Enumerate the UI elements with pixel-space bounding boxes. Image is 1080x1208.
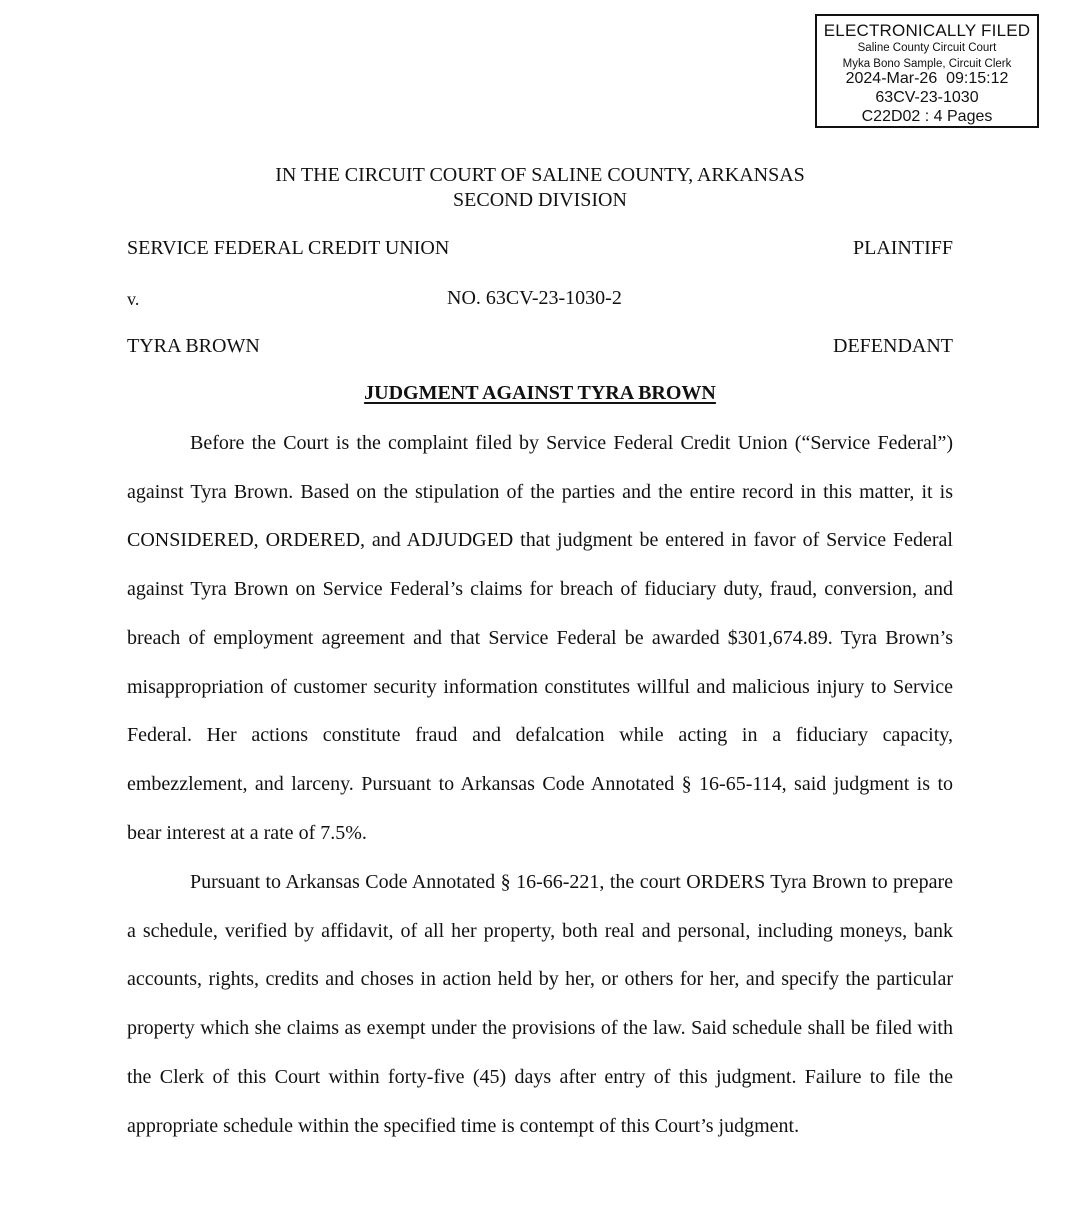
court-division: SECOND DIVISION — [453, 189, 627, 211]
plaintiff-name: SERVICE FEDERAL CREDIT UNION — [127, 237, 450, 259]
case-number: NO. 63CV-23-1030-2 — [447, 287, 622, 309]
stamp-clerk: Myka Bono Sample, Circuit Clerk — [842, 57, 1012, 70]
judgment-paragraph-1: Before the Court is the complaint filed by Service Federal Credit Union (“Service Federal”) against Tyra Brown. Based on the stipulation of the parties and the entire record in this matter, it is CONSIDERED, ORDERED, and ADJUDGED that judgment be entered in favor of Service Federal against Tyra Brown on Service Federal’s claims for breach of fiduciary duty, fraud, conversion, and breach of employment agreement and that Service Federal be awarded $301,674.89. Tyra Brown’s misappropriation of customer security information constitutes willful and malicious injury to Service Federal. Her actions constitute fraud and defalcation while acting in a fiduciary capacity, embezzlement, and larceny. Pursuant to Arkansas Code Annotated § 16-65-114, said judgment is to bear interest at a rate of 7.5%. — [127, 432, 953, 844]
stamp-court: Saline County Circuit Court — [857, 42, 997, 54]
document-title: JUDGMENT AGAINST TYRA BROWN — [364, 382, 716, 404]
defendant-role: DEFENDANT — [833, 335, 953, 357]
court-name: IN THE CIRCUIT COURT OF SALINE COUNTY, ARKANSAS — [275, 164, 805, 186]
court-heading — [0, 163, 1080, 213]
stamp-title: ELECTRONICALLY FILED — [823, 21, 1031, 40]
defendant-name: TYRA BROWN — [127, 335, 260, 357]
electronic-filing-stamp — [815, 14, 1039, 128]
stamp-pages: C22D02 : 4 Pages — [861, 108, 993, 125]
stamp-datetime: 2024-Mar-26 09:15:12 — [845, 70, 1009, 87]
plaintiff-role: PLAINTIFF — [852, 237, 953, 259]
stamp-case-number: 63CV-23-1030 — [875, 89, 979, 106]
judgment-paragraph-2: Pursuant to Arkansas Code Annotated § 16-66-221, the court ORDERS Tyra Brown to prepare a schedule, verified by affidavit, of all her property, both real and personal, including moneys, bank accounts, rights, credits and choses in action held by her, or others for her, and specify the particular property which she claims as exempt under the provisions of the law. Said schedule shall be filed with the Clerk of this Court within forty-five (45) days after entry of this judgment. Failure to file the appropriate schedule within the specified time is contempt of this Court’s judgment. — [127, 871, 953, 1137]
versus-label: v. — [127, 289, 140, 309]
